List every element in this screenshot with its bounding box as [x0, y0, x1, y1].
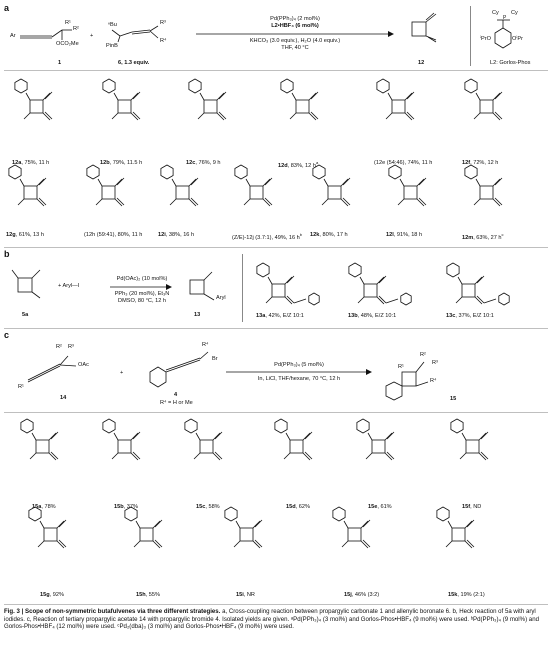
ligand-ipro-right: OⁱPr: [512, 36, 523, 42]
product-label-15h: 15h, 55%: [136, 592, 160, 598]
conditions-b-line1: Pd(OAc)₂ (10 mol%): [116, 276, 168, 282]
reagent-1-ar: Ar: [10, 33, 16, 39]
conditions-b-line2: PPh₃ (20 mol%), Et₃N: [114, 291, 170, 297]
reagent-1-r2: R²: [73, 26, 79, 32]
reagent-2-r3: R³: [160, 20, 166, 26]
sm-4-r4: R⁴: [202, 342, 209, 348]
product-15-r1: R¹: [398, 364, 404, 370]
sm-14-r2: R²: [56, 344, 62, 350]
sm-14-label: 14: [60, 395, 67, 401]
conditions-a-line1: Pd(PPh₃)₄ (2 mol%): [270, 16, 320, 22]
section-a-letter: a: [4, 3, 10, 13]
reagent-2-nbu: ⁿBu: [108, 22, 117, 28]
conditions-a-line2: L2•HBF₄ (6 mol%): [271, 23, 319, 29]
product-label-12a: 12a, 75%, 11 h: [12, 160, 50, 166]
product-label-13c: 13c, 37%, E/Z 10:1: [446, 313, 494, 319]
product-label-15b: 15b, 37%: [114, 504, 138, 510]
conditions-a-line4: THF, 40 °C: [281, 45, 309, 51]
conditions-c-line1: Pd(PPh₃)₄ (5 mol%): [274, 362, 324, 368]
product-15-r4: R⁴: [430, 378, 437, 384]
caption-body: a, Cross-coupling reaction between propargylic carbonate 1 and allenylic boronate 6. b, Heck reaction of 5a with aryl iodides. c, Reaction of tertiary propargylic acetate 14 with propargylic bromide 4. Isolated yields are given.: [4, 608, 536, 623]
product-label-15k: 15k, 19% (2:1): [448, 592, 485, 598]
plus-sign: +: [90, 33, 94, 39]
sm-4-note: R⁴ = H or Me: [160, 400, 193, 406]
aryl-iodide: + Aryl—I: [58, 283, 80, 289]
sm-4-br: Br: [212, 356, 218, 362]
product-label-15c: 15c, 58%: [196, 504, 220, 510]
product-15-r2: R²: [420, 352, 426, 358]
product-15-r3: R³: [432, 360, 438, 366]
plus-sign-c: +: [120, 370, 124, 376]
caption-footnotes: ᵃPd(PPh₃)₄ (3 mol%) and Gorlos-Phos•HBF₄ (9 mol%) were used. ᵇPd(PPh₃)₄ (9 mol%) and Gorlos-Phos•HBF₄ (12 mol%) were used. ᶜPd₂(dba)₃ (3 mol%) and Gorlos-Phos•HBF₄ (9 mol%) were used.: [4, 615, 539, 631]
reagent-1-oco2me: OCO₂Me: [56, 41, 79, 47]
product-label-13b: 13b, 48%, E/Z 10:1: [348, 313, 397, 319]
product-12-label: 12: [418, 60, 425, 66]
product-label-15d: 15d, 62%: [286, 504, 310, 510]
product-13-aryl: Aryl: [216, 295, 226, 301]
product-label-12l: 12l, 91%, 18 h: [386, 232, 423, 238]
ligand-cy-1: Cy: [492, 10, 499, 16]
ligand-label: L2: Gorlos-Phos: [490, 60, 531, 66]
product-label-12g: 12g, 61%, 13 h: [6, 232, 44, 238]
product-label-15j: 15j, 46% (3:2): [344, 592, 380, 598]
ligand-p: P: [503, 15, 507, 21]
product-label-15i: 15i, NR: [236, 592, 255, 598]
product-label-15g: 15g, 92%: [40, 592, 64, 598]
product-label-12f: 12f, 72%, 12 h: [462, 160, 499, 166]
product-label-15a: 15a, 78%: [32, 504, 56, 510]
product-label-12k: 12k, 80%, 17 h: [310, 232, 348, 238]
conditions-c-line2: In, LiCl, THF/hexane, 70 °C, 12 h: [257, 376, 341, 382]
product-label-12i: 12i, 38%, 16 h: [158, 232, 195, 238]
section-b-letter: b: [4, 249, 10, 259]
sm-14-r1: R¹: [18, 384, 24, 390]
reagent-2-label: 6, 1.3 equiv.: [118, 60, 150, 66]
sm-4-label: 4: [174, 392, 178, 398]
product-label-12e: (12e (54:46), 74%, 11 h: [374, 160, 433, 166]
ligand-ipro-left: ⁱPrO: [480, 36, 491, 42]
product-label-12m: 12m, 63%, 27 $h^c$: [462, 232, 504, 241]
product-label-12b: 12b, 79%, 11.5 h: [100, 160, 143, 166]
product-label-13a: 13a, 42%, E/Z 10:1: [256, 313, 304, 319]
reagent-1-label: 1: [58, 60, 62, 66]
product-label-15f: 15f, ND: [462, 504, 482, 510]
reagent-2-r4: R⁴: [160, 38, 167, 44]
product-label-12h: (12h (59:41), 80%, 11 h: [84, 232, 143, 238]
sm-5a-label: 5a: [22, 312, 29, 318]
caption-title: Fig. 3 | Scope of non-symmetric butafulvenes via three different strategies.: [4, 608, 221, 615]
rule-5: [4, 604, 548, 605]
reagent-2-pinb: PinB: [106, 43, 118, 49]
product-13-label: 13: [194, 312, 201, 318]
sm-14-r3: R³: [68, 344, 74, 350]
reagent-1-r1: R¹: [65, 20, 71, 26]
product-label-12c: 12c, 76%, 9 h: [186, 160, 221, 166]
sm-14-oac: OAc: [78, 362, 89, 368]
product-label-12j: (Z/E)-12j (3.7:1), 49%, 16 $h^b$: [232, 232, 303, 241]
conditions-b-line3: DMSO, 80 °C, 12 h: [118, 298, 166, 304]
product-label-12d: 12d, 83%, 12 $h^a$: [278, 160, 319, 169]
figure-caption: [4, 608, 548, 631]
conditions-a-line3: KHCO₃ (3.0 equiv.), H₂O (4.0 equiv.): [249, 38, 341, 44]
ligand-cy-2: Cy: [511, 10, 518, 16]
section-c-letter: c: [4, 330, 10, 340]
product-15-label: 15: [450, 396, 457, 402]
product-label-15e: 15e, 61%: [368, 504, 392, 510]
